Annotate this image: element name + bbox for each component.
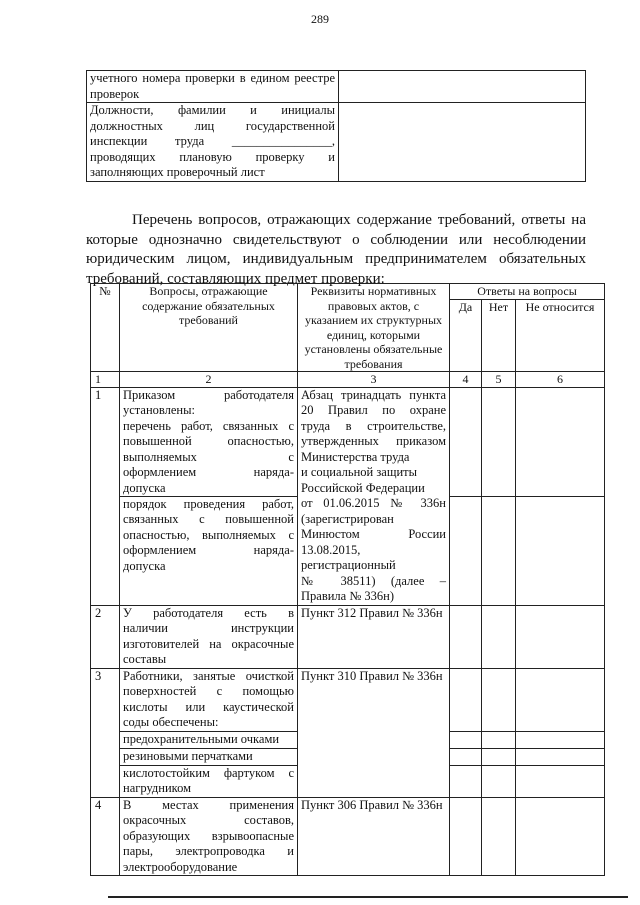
text-line: № 38511) (далее – bbox=[301, 573, 446, 588]
header-table bbox=[86, 70, 586, 182]
answer-na-cell[interactable] bbox=[516, 668, 605, 797]
text-line: 13.08.2015, bbox=[301, 542, 361, 557]
text-line: (зарегистрирован bbox=[301, 511, 394, 526]
answer-yes-cell[interactable] bbox=[450, 387, 482, 605]
answer-slot bbox=[516, 748, 604, 765]
text-line: связанных с повышенной bbox=[123, 512, 294, 526]
table-header-row bbox=[91, 284, 605, 300]
text-line: резиновыми перчатками bbox=[123, 748, 253, 763]
text-line: заполняющих проверочный лист bbox=[90, 165, 265, 179]
header-requisites: Реквизиты нормативных правовых актов, с указанием их структурных единиц, которыми установлены обязательные требования bbox=[298, 284, 450, 372]
answer-na-cell[interactable] bbox=[516, 387, 605, 605]
text-line: изготовителей на окрасочные bbox=[123, 636, 294, 651]
answer-slot bbox=[516, 669, 604, 731]
text-line: кислоты или каустической bbox=[123, 699, 294, 714]
answer-no-cell[interactable] bbox=[482, 605, 516, 668]
column-number: 1 bbox=[91, 372, 120, 388]
text-line: наличии инструкции bbox=[123, 621, 294, 635]
text-line: опасностью, выполняемых с bbox=[123, 527, 294, 542]
header-no: Нет bbox=[482, 300, 516, 372]
column-number: 4 bbox=[450, 372, 482, 388]
column-number: 6 bbox=[516, 372, 605, 388]
column-number: 5 bbox=[482, 372, 516, 388]
question-block bbox=[120, 765, 297, 797]
answer-slot bbox=[482, 669, 515, 731]
text-line: допуска bbox=[123, 480, 166, 495]
header-label bbox=[87, 71, 339, 103]
text-line: повышенной опасностью, bbox=[123, 434, 294, 448]
text-line: порядок проведения работ, bbox=[123, 496, 294, 511]
text-line: Минюстом России bbox=[301, 527, 446, 541]
answer-slot bbox=[482, 496, 515, 604]
text-line: В местах применения bbox=[123, 797, 294, 812]
text-line: Правила № 336н) bbox=[301, 589, 394, 603]
header-question: Вопросы, отражающие содержание обязательных требований bbox=[120, 284, 298, 372]
table-row bbox=[91, 668, 605, 797]
answer-no-cell[interactable] bbox=[482, 387, 516, 605]
text-line: поверхностей с помощью bbox=[123, 684, 294, 698]
text-line: Абзац тринадцать пункта bbox=[301, 387, 446, 402]
text-line: нагрудником bbox=[123, 781, 192, 795]
row-number: 4 bbox=[91, 797, 120, 876]
text-line: проверок bbox=[90, 86, 140, 101]
column-number: 3 bbox=[298, 372, 450, 388]
answer-slot bbox=[482, 748, 515, 765]
text-line: оформлением наряда- bbox=[123, 543, 294, 557]
answer-slot bbox=[516, 731, 604, 748]
text-line: предохранительными очками bbox=[123, 731, 280, 746]
question-block bbox=[120, 731, 297, 748]
text-line: Приказом работодателя bbox=[123, 387, 294, 402]
header-value-cell[interactable] bbox=[339, 103, 586, 182]
answer-slot bbox=[450, 731, 481, 748]
question-block bbox=[120, 496, 297, 604]
requisites-cell: Пункт 310 Правил № 336н bbox=[298, 668, 450, 797]
header-answers: Ответы на вопросы bbox=[450, 284, 605, 300]
text-line: учетного номера проверки в едином реестре bbox=[90, 71, 335, 85]
question-cell bbox=[120, 668, 298, 797]
requisites-cell: Пункт 306 Правил № 336н bbox=[298, 797, 450, 876]
header-label bbox=[87, 103, 339, 182]
answer-slot bbox=[516, 496, 604, 604]
table-row bbox=[91, 387, 605, 605]
header-na: Не относится bbox=[516, 300, 605, 372]
table-row bbox=[91, 797, 605, 876]
answer-slot bbox=[450, 388, 481, 496]
question-block bbox=[120, 388, 297, 496]
requisites-cell: Пункт 312 Правил № 336н bbox=[298, 605, 450, 668]
question-cell bbox=[120, 387, 298, 605]
text-line: допуска bbox=[123, 558, 166, 573]
text-line: оформлением наряда- bbox=[123, 465, 294, 479]
text-line: перечень работ, связанных с bbox=[123, 418, 294, 433]
text-line: Должности, фамилии и инициалы bbox=[90, 103, 335, 117]
answer-na-cell[interactable] bbox=[516, 605, 605, 668]
answer-na-cell[interactable] bbox=[516, 797, 605, 876]
text-line: Российской Федерации bbox=[301, 480, 425, 495]
column-numbers-row bbox=[91, 372, 605, 388]
text-line: 20 Правил по охране bbox=[301, 403, 446, 417]
answer-yes-cell[interactable] bbox=[450, 668, 482, 797]
text-line: Министерства труда bbox=[301, 449, 410, 464]
answer-slot bbox=[482, 765, 515, 797]
header-number: № bbox=[91, 284, 120, 372]
requirements-table bbox=[90, 283, 605, 876]
text-line: Работники, занятые очисткой bbox=[123, 668, 294, 683]
answer-slot bbox=[482, 731, 515, 748]
header-row-inspectors bbox=[87, 103, 586, 182]
row-number: 1 bbox=[91, 387, 120, 605]
question-block bbox=[120, 748, 297, 765]
requisites-cell bbox=[298, 387, 450, 605]
text-line: установлены: bbox=[123, 403, 195, 417]
text-line: утвержденных приказом bbox=[301, 434, 446, 448]
text-line: пары, электропроводка и bbox=[123, 844, 294, 858]
answer-slot bbox=[450, 669, 481, 731]
text-line: составы bbox=[123, 652, 167, 666]
answer-slot bbox=[516, 765, 604, 797]
answer-yes-cell[interactable] bbox=[450, 797, 482, 876]
text-line: выполняемых с bbox=[123, 449, 294, 464]
answer-slot bbox=[450, 496, 481, 604]
answer-slot bbox=[482, 388, 515, 496]
intro-paragraph: Перечень вопросов, отражающих содержание требований, ответы на которые однозначно свидетельствуют о соблюдении или несоблюдении юридическим лицом, индивидуальным предпринимателем обязательных требований, составляющих предмет проверки: bbox=[86, 212, 586, 287]
text-line: У работодателя есть в bbox=[123, 605, 294, 620]
text-line: труда в строительстве, bbox=[301, 418, 446, 433]
answer-slot bbox=[450, 748, 481, 765]
answer-slot bbox=[516, 388, 604, 496]
question-cell bbox=[120, 797, 298, 876]
text-line: окрасочных составов, bbox=[123, 813, 294, 827]
bottom-divider bbox=[108, 896, 628, 898]
text-line: должностных лиц государственной bbox=[90, 118, 335, 133]
answer-no-cell[interactable] bbox=[482, 797, 516, 876]
column-number: 2 bbox=[120, 372, 298, 388]
text-line: инспекции труда ________________, bbox=[90, 134, 335, 148]
text-line: образующих взрывоопасные bbox=[123, 828, 294, 843]
question-cell bbox=[120, 605, 298, 668]
text-line: от 01.06.2015 № 336н bbox=[301, 496, 446, 510]
header-value-cell[interactable] bbox=[339, 71, 586, 103]
answer-no-cell[interactable] bbox=[482, 668, 516, 797]
header-yes: Да bbox=[450, 300, 482, 372]
page-number: 289 bbox=[311, 12, 329, 26]
text-line: соды обеспечены: bbox=[123, 715, 219, 729]
text-line: кислотостойким фартуком с bbox=[123, 765, 294, 780]
table-row bbox=[91, 605, 605, 668]
question-block bbox=[120, 669, 297, 731]
text-line: и социальной защиты bbox=[301, 465, 418, 479]
answer-slot bbox=[450, 765, 481, 797]
text-line: регистрационный bbox=[301, 558, 396, 572]
row-number: 2 bbox=[91, 605, 120, 668]
header-row-registry bbox=[87, 71, 586, 103]
text-line: проводящих плановую проверку и bbox=[90, 149, 335, 164]
answer-yes-cell[interactable] bbox=[450, 605, 482, 668]
row-number: 3 bbox=[91, 668, 120, 797]
text-line: электрооборудование bbox=[123, 859, 238, 874]
